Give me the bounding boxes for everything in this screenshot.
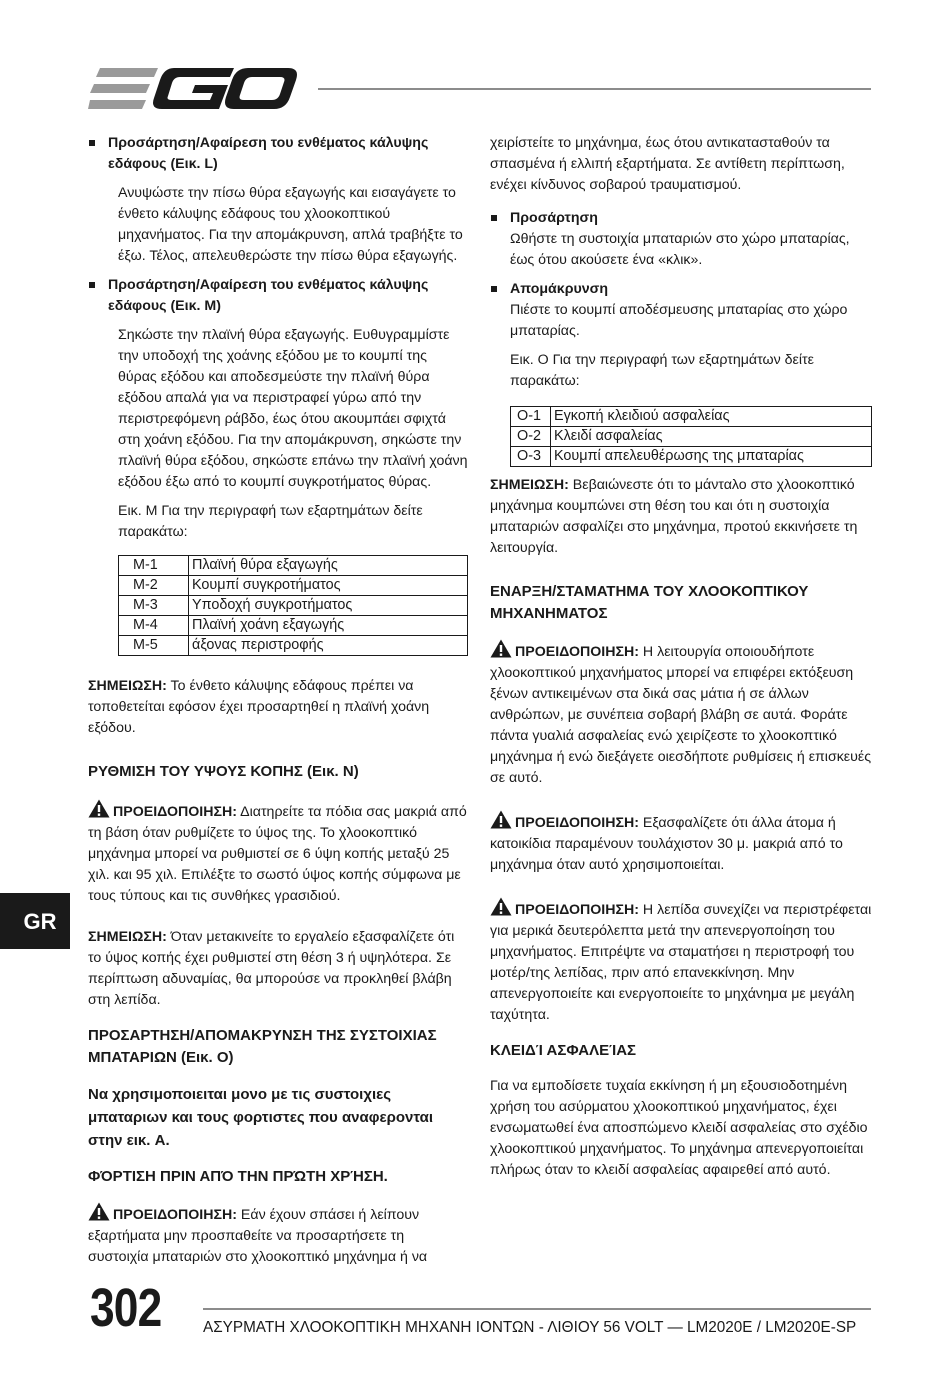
section-body-ground-insert-l: Ανυψώστε την πίσω θύρα εξαγωγής και εισαγάγετε το ένθετο κάλυψης εδάφους του χλοοκοπτικού μηχανήματος. Για την απομάκρυνση, απλά τραβήξτε το έξω. Τέλος, απελευθερώστε την πίσω θύρα εξαγωγής. — [118, 185, 463, 264]
part-code: M-3 — [119, 596, 189, 616]
warning-text: Εξασφαλίζετε ότι άλλα άτομα ή κατοικίδια παραμένουν τουλάχιστον 30 μ. μακριά από το μηχάνημα όταν αυτό χρησιμοποιείται. — [490, 815, 843, 873]
footer-rule — [203, 1308, 871, 1310]
parts-table-o — [510, 406, 872, 467]
warning-blade-rotation — [490, 897, 872, 1026]
table-row — [511, 447, 872, 467]
part-code: M-4 — [119, 616, 189, 636]
section-title-remove: Απομάκρυνση — [490, 279, 872, 300]
table-row — [119, 596, 468, 616]
section-body-remove: Πιέστε το κουμπί αποδέσμευσης μπαταρίας στο χώρο μπαταρίας. — [510, 302, 848, 339]
warning-triangle-icon — [490, 897, 512, 916]
warning-text: Η λεπίδα συνεχίζει να περιστρέφεται για μερικά δευτερόλεπτα μετά την απενεργοποίηση του μηχανήματος. Επιτρέψτε να σταματήσει η περιστροφή του μοτέρ/της λεπίδας, πριν από επανεκκίνηση. Μην απενεργοποιείτε και ενεργοποιείτε το μηχάνημα με μεγάλη ταχύτητα. — [490, 902, 872, 1023]
warning-broken-parts — [88, 1202, 468, 1268]
warning-label: ΠΡΟΕΙΔΟΠΟΙΗΣΗ: — [113, 1207, 237, 1223]
part-code: M-5 — [119, 636, 189, 656]
heading-start-stop: ΕΝΑΡΞΗ/ΣΤΑΜΑΤΗΜΑ ΤΟΥ ΧΛΟΟΚΟΠΤΙΚΟΥ ΜΗΧΑΝΗΜΑΤΟΣ — [490, 583, 809, 622]
warning-bystanders — [490, 810, 872, 876]
part-code: O-1 — [511, 407, 551, 427]
note-latch — [490, 475, 872, 559]
warning-text: Η λειτουργία οποιουδήποτε χλοοκοπτικού μηχανήματος μπορεί να επιφέρει εκτόξευση ξένων αντικειμένων στα δικά σας μάτια ή σε άλλων ανθρώπων, με συνέπεια σοβαρή βλάβη σε αυτά. Φοράτε πάντα γυαλιά ασφαλείας ενώ χειρίζεστε το χλοοκοπτικό μηχάνημα ή ενώ διεξάγετε οιεσδήποτε ρυθμίσεις ή επισκευές σε αυτό. — [490, 644, 872, 786]
section-title-ground-insert-l: Προσάρτηση/Αφαίρεση του ενθέματος κάλυψης εδάφους (Εικ. L) — [88, 133, 468, 175]
section-title-attach: Προσάρτηση — [490, 208, 872, 229]
part-code: O-2 — [511, 427, 551, 447]
warning-continuation: χειρίστείτε το μηχάνημα, έως ότου αντικατασταθούν τα σπασμένα ή ελλιπή εξαρτήματα. Σε αντίθετη περίπτωση, ενέχει κίνδυνος σοβαρού τραυματισμού. — [490, 135, 845, 193]
table-row — [119, 556, 468, 576]
section-body-ground-insert-m: Σηκώστε την πλαϊνή θύρα εξαγωγής. Ευθυγραμμίστε την υποδοχή της χοάνης εξόδου με το κουμπί της θύρας εξόδου και αποδεσμεύστε την πλαϊνή θύρα εξόδου απαλά για να περιστραφεί γύρω από την περιστρεφόμενη ράβδο, έως ότου ακουμπάει σφιχτά στη χοάνη εξόδου. Για την απομάκρυνση, σηκώστε την πλαϊνή θύρα εξόδου, σηκώστε επάνω την πλαϊνή χοάνη εξόδου έξω από το κουμπί συγκροτήματος θύρας. — [118, 327, 468, 490]
note-label: ΣΗΜΕΙΩΣΗ: — [88, 929, 167, 945]
footer-title: ΑΣΥΡΜΑΤΗ ΧΛΟΟΚΟΠΤΙΚΗ ΜΗΧΑΝΗ ΙΟΝΤΩΝ - ΛΙΘΙΟΥ 56 VOLT — LM2020E / LM2020E-SP — [203, 1319, 857, 1336]
part-desc: Εγκοπή κλειδιού ασφαλείας — [551, 407, 872, 427]
parts-table-m — [118, 555, 468, 656]
table-row — [119, 636, 468, 656]
note-ground-insert — [88, 676, 468, 739]
logo-graphic — [88, 66, 298, 112]
part-code: M-2 — [119, 576, 189, 596]
table-row — [119, 616, 468, 636]
warning-eye-protection — [490, 639, 872, 789]
warning-text: Διατηρείτε τα πόδια σας μακριά από τη βάση όταν ρυθμίζετε το ύψος της. Το χλοοκοπτικό μηχάνημα μπορεί να ρυθμιστεί σε 6 ύψη κοπής μεταξύ 25 χιλ. και 95 χιλ. Επιλέξτε το σωστό ύψος κοπής σύμφωνα με τους τύπους και τις συνθήκες γρασιδιού. — [88, 804, 467, 904]
part-desc: άξονας περιστροφής — [189, 636, 468, 656]
warning-triangle-icon — [88, 799, 110, 818]
parts-table-m-wrap — [88, 555, 468, 656]
part-code: M-1 — [119, 556, 189, 576]
part-desc: Κουμπί συγκροτήματος — [189, 576, 468, 596]
warning-label: ΠΡΟΕΙΔΟΠΟΙΗΣΗ: — [515, 644, 639, 660]
table-row — [119, 576, 468, 596]
heading-cut-height: ΡΥΘΜΙΣΗ ΤΟΥ ΥΨΟΥΣ ΚΟΠΗΣ (Εικ. N) — [88, 763, 359, 780]
note-text: Το ένθετο κάλυψης εδάφους πρέπει να τοποθετείται εφόσον έχει προσαρτηθεί η πλαϊνή χοάνη εξόδου. — [88, 678, 430, 736]
warning-cut-height — [88, 799, 468, 907]
page-number: 302 — [90, 1278, 162, 1338]
safety-key-body: Για να εμποδίσετε τυχαία εκκίνηση ή μη εξουσιοδοτημένη χρήση του ασύρματου χλοοκοπτικού μηχανήματος, έχει ενσωματωθεί ένα αποσπώμενο κλειδί ασφαλείας στο σχέδιο χλοοκοπτικού μηχανήματος. Το μηχάνημα απενεργοποιείται πλήρως όταν το κλειδί ασφαλείας αφαιρεθεί από αυτό. — [490, 1078, 868, 1178]
section-body-attach: Ωθήστε τη συστοιχία μπαταριών στο χώρο μπαταρίας, έως ότου ακούσετε ένα «κλικ». — [510, 231, 850, 268]
warning-text: Εάν έχουν σπάσει ή λείπουν εξαρτήματα μην προσπαθείτε να προσαρτήσετε τη συστοιχία μπαταριών στο χλοοκοπτικό μηχάνημα ή να — [88, 1207, 428, 1265]
table-row — [511, 407, 872, 427]
heading-charge-before-use: ΦΌΡΤΙΣΗ ΠΡΙΝ ΑΠΌ ΤΗΝ ΠΡΏΤΗ ΧΡΉΣΗ. — [88, 1168, 388, 1185]
battery-usage-notice: Να χρησιμοποιειται μονο με τις συστοιχιες μπαταριων και τους φορτιστες που αναφερονται στην εικ. A. — [88, 1086, 434, 1149]
section-title-ground-insert-m: Προσάρτηση/Αφαίρεση του ενθέματος κάλυψης εδάφους (Εικ. M) — [88, 275, 468, 317]
heading-safety-key: ΚΛΕΙΔΊ ΑΣΦΑΛΕΊΑΣ — [490, 1042, 637, 1059]
part-desc: Υποδοχή συγκροτήματος — [189, 596, 468, 616]
warning-triangle-icon — [490, 639, 512, 658]
part-desc: Πλαϊνή θύρα εξαγωγής — [189, 556, 468, 576]
table-row — [511, 427, 872, 447]
left-column — [88, 133, 468, 1268]
figure-o-reference: Εικ. O Για την περιγραφή των εξαρτημάτων δείτε παρακάτω: — [510, 352, 814, 389]
warning-label: ΠΡΟΕΙΔΟΠΟΙΗΣΗ: — [113, 804, 237, 820]
part-desc: Κουμπί απελευθέρωσης της μπαταρίας — [551, 447, 872, 467]
note-label: ΣΗΜΕΙΩΣΗ: — [88, 678, 167, 694]
header-rule — [318, 88, 871, 90]
part-code: O-3 — [511, 447, 551, 467]
warning-label: ΠΡΟΕΙΔΟΠΟΙΗΣΗ: — [515, 902, 639, 918]
part-desc: Κλειδί ασφαλείας — [551, 427, 872, 447]
language-tab: GR — [0, 893, 70, 949]
ego-logo — [88, 66, 298, 119]
warning-label: ΠΡΟΕΙΔΟΠΟΙΗΣΗ: — [515, 815, 639, 831]
right-column — [490, 133, 872, 1181]
warning-triangle-icon — [88, 1202, 110, 1221]
note-label: ΣΗΜΕΙΩΣΗ: — [490, 477, 569, 493]
note-cut-height — [88, 927, 468, 1011]
note-text: Βεβαιώνεστε ότι το μάνταλο στο χλοοκοπτικό μηχάνημα κουμπώνει στη θέση του και ότι η συστοιχία μπαταριών ασφαλίζει στο μηχάνημα, προτού εκκινήσετε τη λειτουργία. — [490, 477, 858, 556]
part-desc: Πλαϊνή χοάνη εξαγωγής — [189, 616, 468, 636]
note-text: Όταν μετακινείτε το εργαλείο εξασφαλίζετε ότι το ύψος κοπής έχει ρυθμιστεί στη θέση 3 ή υψηλότερα. Σε περίπτωση αδυναμίας, θα μπορούσε να προκληθεί βλάβη στη λεπίδα. — [88, 929, 455, 1008]
warning-triangle-icon — [490, 810, 512, 829]
heading-battery-attach: ΠΡΟΣΑΡΤΗΣΗ/ΑΠΟΜΑΚΡΥΝΣΗ ΤΗΣ ΣΥΣΤΟΙΧΙΑΣ ΜΠΑΤΑΡΙΩΝ (Εικ. O) — [88, 1027, 437, 1066]
figure-m-reference: Εικ. M Για την περιγραφή των εξαρτημάτων δείτε παρακάτω: — [118, 503, 423, 540]
parts-table-o-wrap — [490, 406, 872, 467]
